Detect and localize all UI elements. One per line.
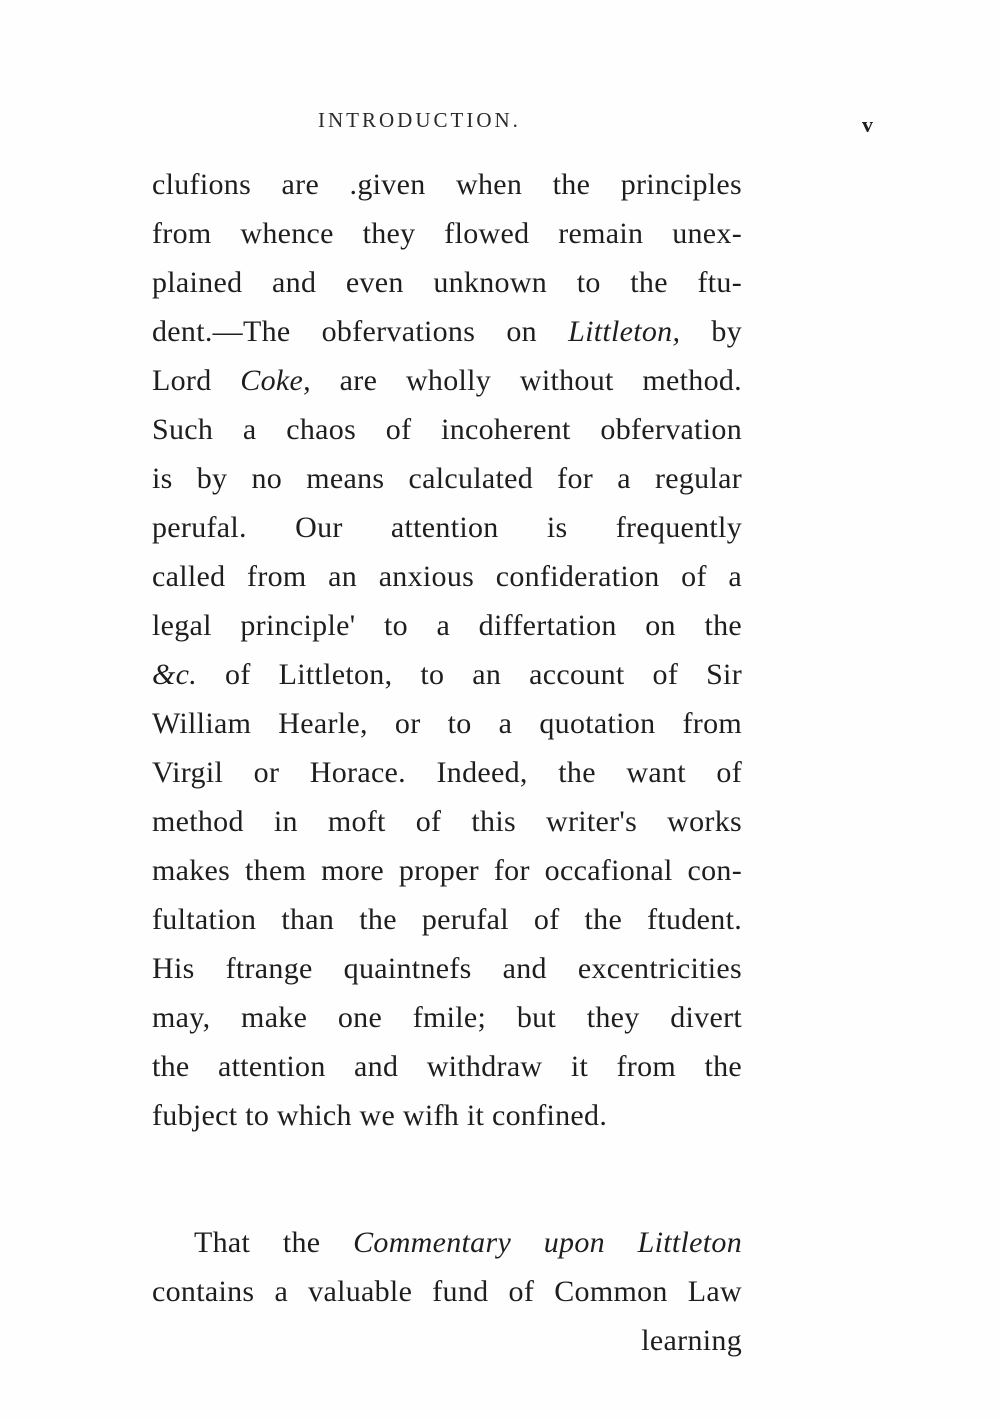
line-text: plained and even unknown to the ftu-	[152, 266, 742, 299]
text-line	[152, 1267, 742, 1316]
text-line	[152, 1091, 742, 1140]
line-text: from whence they flowed remain unex-	[152, 217, 742, 250]
text-line	[152, 797, 742, 846]
text-line	[152, 993, 742, 1042]
line-text: His ftrange quaintnefs and excentricities	[152, 952, 742, 985]
line-text: clufions are .given when the principles	[152, 168, 742, 201]
line-text: learning	[641, 1324, 742, 1357]
italic-text: &c.	[152, 658, 198, 691]
text-line	[152, 307, 742, 356]
line-text: the attention and withdraw it from the	[152, 1050, 742, 1083]
text-line	[152, 895, 742, 944]
text-line	[152, 454, 742, 503]
running-head: INTRODUCTION.	[318, 108, 521, 132]
text-line	[152, 1316, 742, 1365]
page-number: v	[862, 112, 873, 137]
line-text: may, make one fmile; but they divert	[152, 1001, 742, 1034]
text-line	[152, 601, 742, 650]
line-text: called from an anxious confideration of a	[152, 560, 742, 593]
text-line	[152, 405, 742, 454]
paragraph-gap	[152, 1140, 742, 1218]
text-line	[152, 258, 742, 307]
line-text: Lord	[152, 364, 241, 397]
italic-text: Coke,	[240, 364, 311, 397]
text-line	[152, 650, 742, 699]
italic-text: Commentary upon Littleton	[353, 1226, 743, 1259]
line-text: dent.—The obfervations on	[152, 315, 569, 348]
text-line	[152, 503, 742, 552]
line-text: That the	[194, 1226, 354, 1259]
line-text: of Littleton, to an account of Sir	[197, 658, 742, 691]
paragraph-1	[152, 160, 742, 1140]
line-text: legal principle' to a differtation on the	[152, 609, 742, 642]
text-line	[152, 699, 742, 748]
line-text: perufal. Our attention is frequently	[152, 511, 742, 544]
italic-text: Littleton,	[568, 315, 681, 348]
text-line	[152, 1218, 742, 1267]
body-text	[152, 160, 742, 1365]
line-text: by	[680, 315, 743, 348]
line-text: William Hearle, or to a quotation from	[152, 707, 742, 740]
line-text: Virgil or Horace. Indeed, the want of	[152, 756, 742, 789]
text-line	[152, 356, 742, 405]
line-text: fultation than the perufal of the ftudent.	[152, 903, 742, 936]
text-line	[152, 846, 742, 895]
text-line	[152, 748, 742, 797]
text-line	[152, 160, 742, 209]
line-text: makes them more proper for occafional con-	[152, 854, 742, 887]
line-text: contains a valuable fund of Common Law	[152, 1275, 742, 1308]
text-line	[152, 209, 742, 258]
text-line	[152, 552, 742, 601]
text-line	[152, 1042, 742, 1091]
line-text: fubject to which we wifh it confined.	[152, 1099, 608, 1132]
line-text: method in moft of this writer's works	[152, 805, 742, 838]
text-line	[152, 944, 742, 993]
paragraph-2	[152, 1218, 742, 1365]
line-text: is by no means calculated for a regular	[152, 462, 742, 495]
line-text: Such a chaos of incoherent obfervation	[152, 413, 742, 446]
line-text: are wholly without method.	[310, 364, 742, 397]
